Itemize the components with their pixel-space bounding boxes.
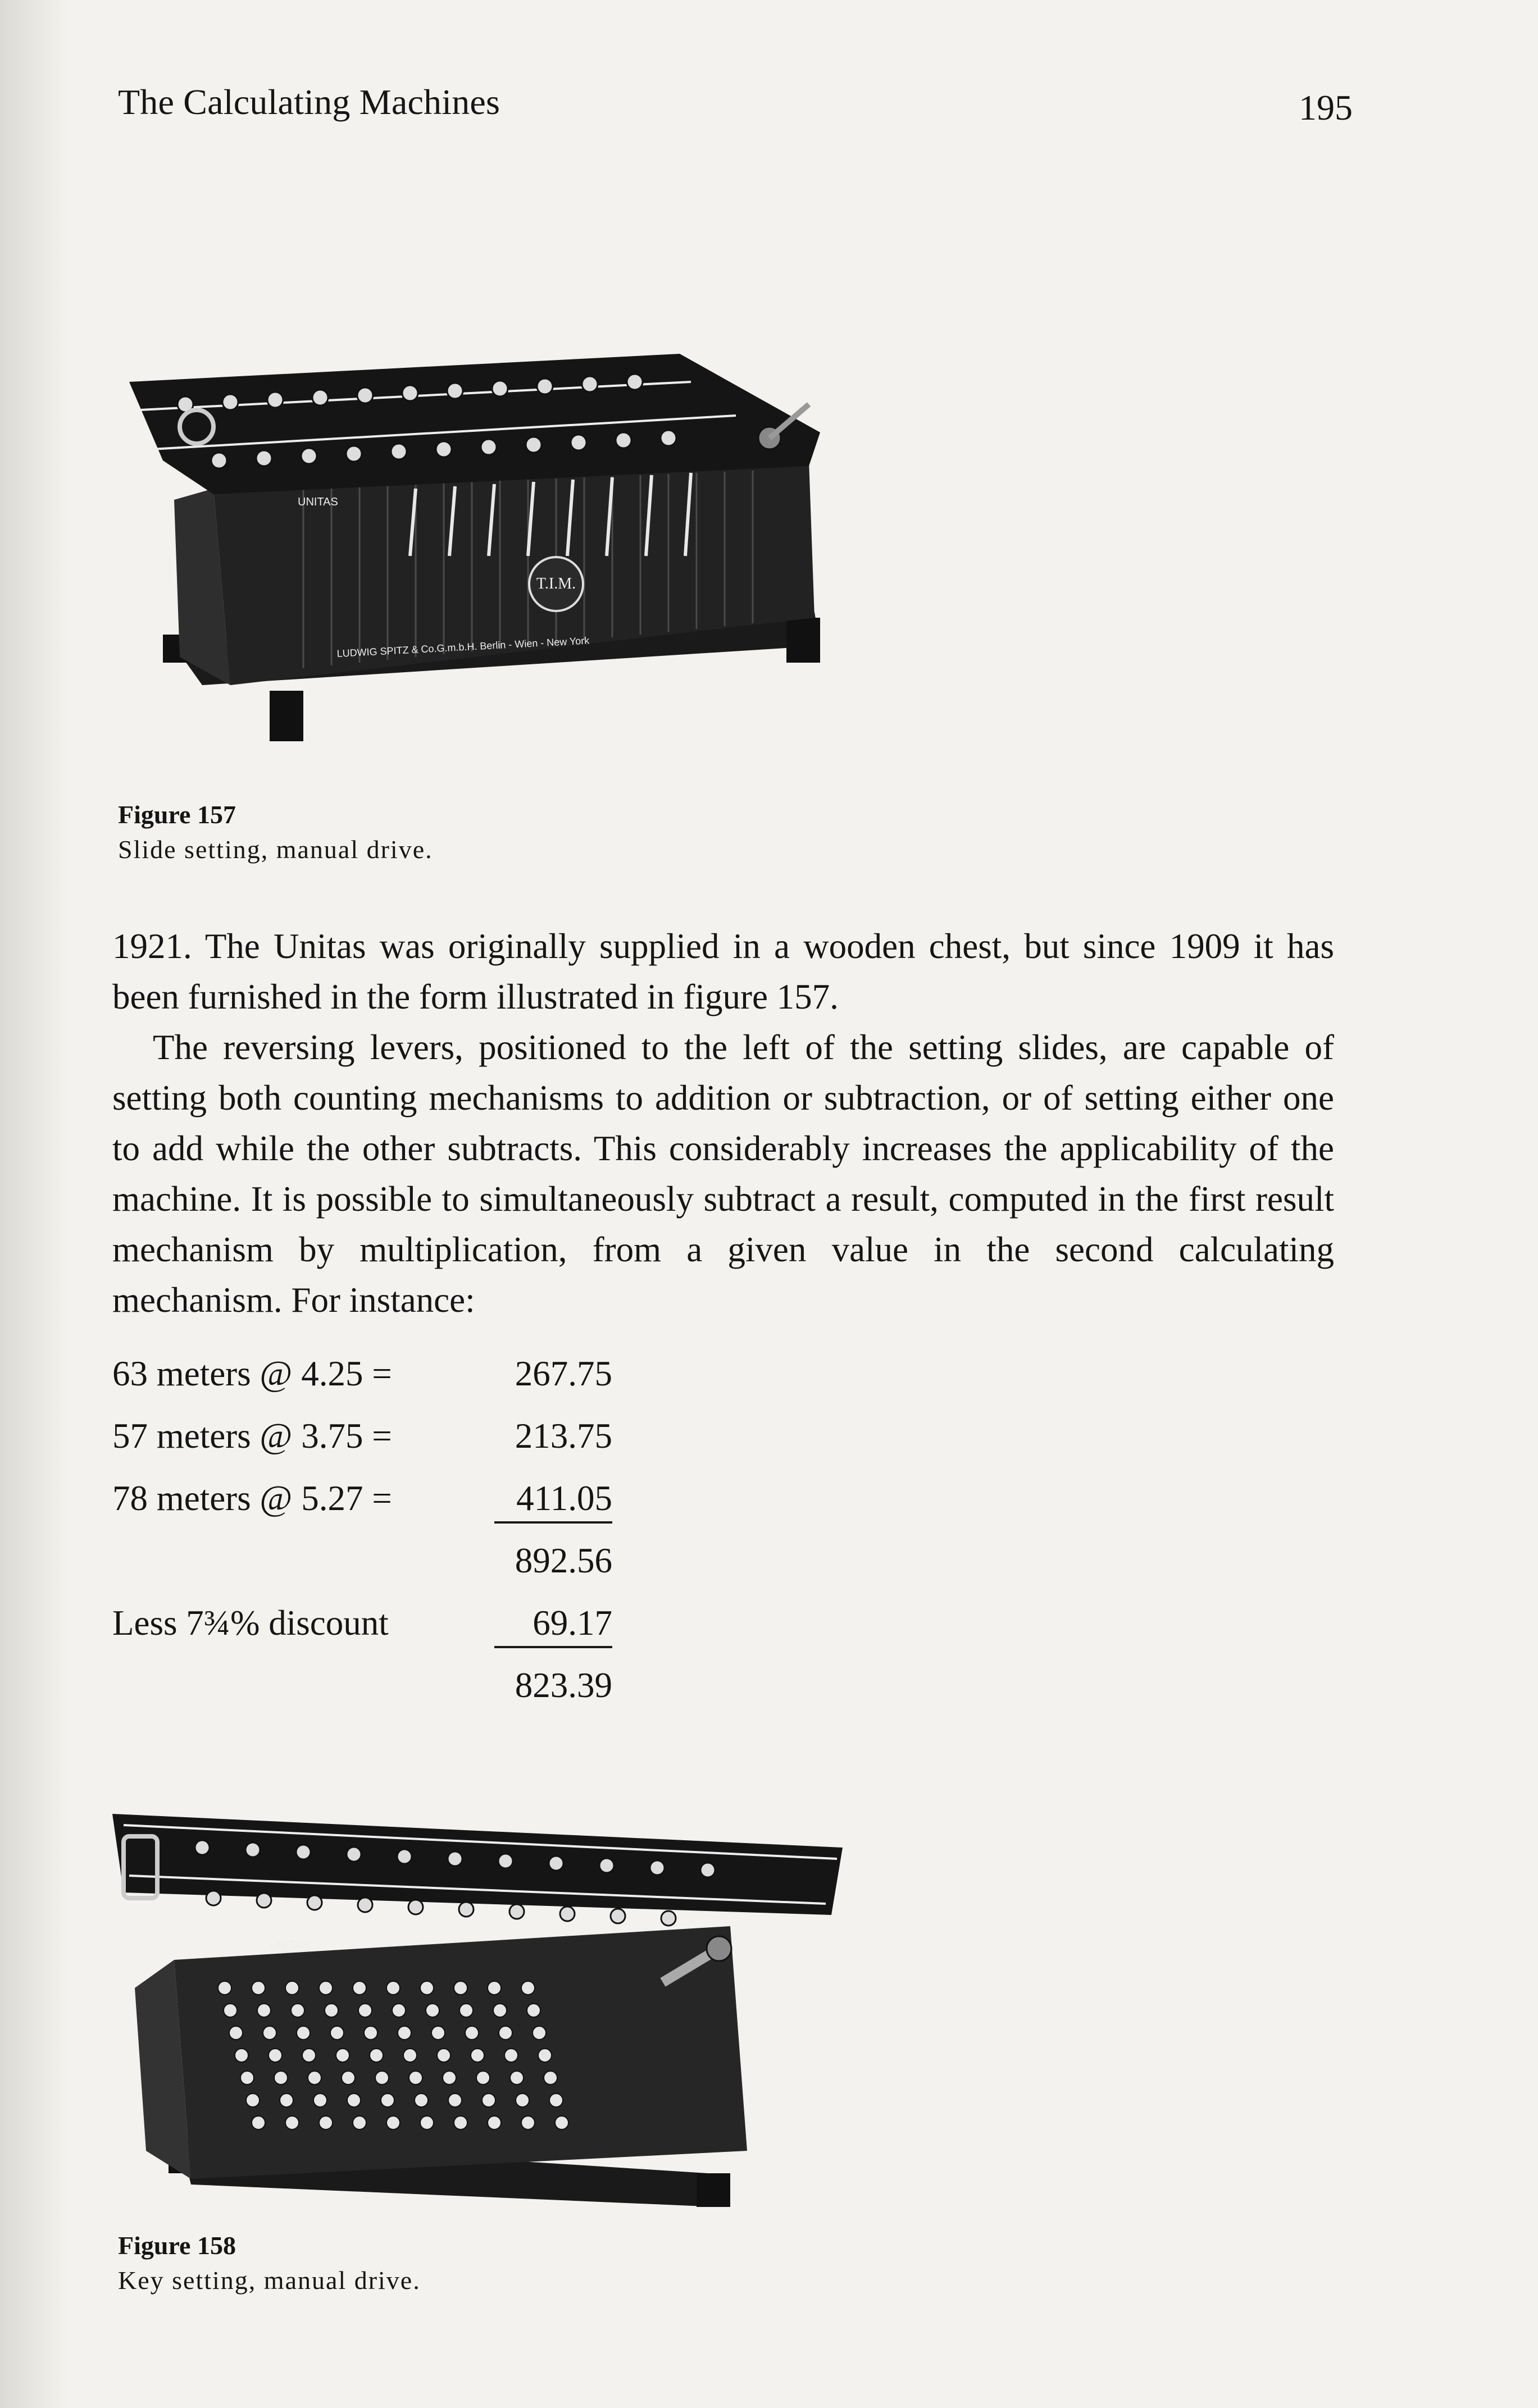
- calc-row: [112, 1665, 730, 1727]
- page-number: 195: [1299, 88, 1353, 127]
- figure-157-image: [118, 320, 837, 769]
- running-head: The Calculating Machines: [118, 82, 500, 122]
- body-text: [112, 921, 1334, 1325]
- paragraph: 1921. The Unitas was originally supplied in a wooden chest, but since 1909 it has been furnished in the form illustrated in figure 157.: [112, 927, 1334, 1016]
- figure-157-title: Figure 157: [118, 800, 236, 829]
- figure-158-image: [112, 1746, 854, 2224]
- calc-row: [112, 1603, 730, 1665]
- figure-157-caption-text: Slide setting, manual drive.: [118, 835, 433, 864]
- calc-subtotal: 892.56: [515, 1541, 612, 1580]
- unitas-brand-text: UNITAS: [298, 496, 338, 508]
- calc-label: 57 meters @ 3.75 =: [112, 1416, 392, 1456]
- figure-157-caption: [118, 797, 433, 867]
- maker-text: LUDWIG SPITZ & Co.G.m.b.H. Berlin - Wien - New York: [336, 635, 590, 659]
- slide-setting-machine-illustration: [118, 320, 837, 769]
- calc-value: 267.75: [515, 1354, 612, 1393]
- calc-row: [112, 1478, 730, 1540]
- figure-158-caption: [118, 2228, 421, 2298]
- figure-158-title: Figure 158: [118, 2231, 236, 2260]
- calc-total: 823.39: [515, 1666, 612, 1705]
- calc-row: [112, 1540, 730, 1603]
- figure-158-caption-text: Key setting, manual drive.: [118, 2266, 421, 2295]
- calc-value: 69.17: [494, 1603, 612, 1648]
- calc-value: 411.05: [494, 1478, 612, 1524]
- tim-badge-text: T.I.M.: [536, 575, 576, 592]
- unitas-brand-text: UNITAS: [270, 1939, 310, 1951]
- calc-label: 63 meters @ 4.25 =: [112, 1354, 392, 1393]
- calc-row: [112, 1416, 730, 1478]
- calc-value: 213.75: [515, 1416, 612, 1456]
- page-edge-shadow: [0, 0, 67, 2408]
- paragraph: The reversing levers, positioned to the left of the setting slides, are capable of setting both counting mechanisms to addition or subtraction, or of setting either one to add while the other subtracts. This considerably increases the applicability of the machine. It is possible to simultaneously subtract a result, computed in the first result mechanism by multiplication, from a given value in the second calculating mechanism. For instance:: [112, 1028, 1334, 1320]
- calc-row: [112, 1353, 730, 1416]
- calc-label: 78 meters @ 5.27 =: [112, 1479, 392, 1518]
- calc-label: Less 7¾% discount: [112, 1603, 389, 1643]
- key-setting-machine-illustration: [112, 1746, 854, 2224]
- calculation-table: [112, 1353, 730, 1727]
